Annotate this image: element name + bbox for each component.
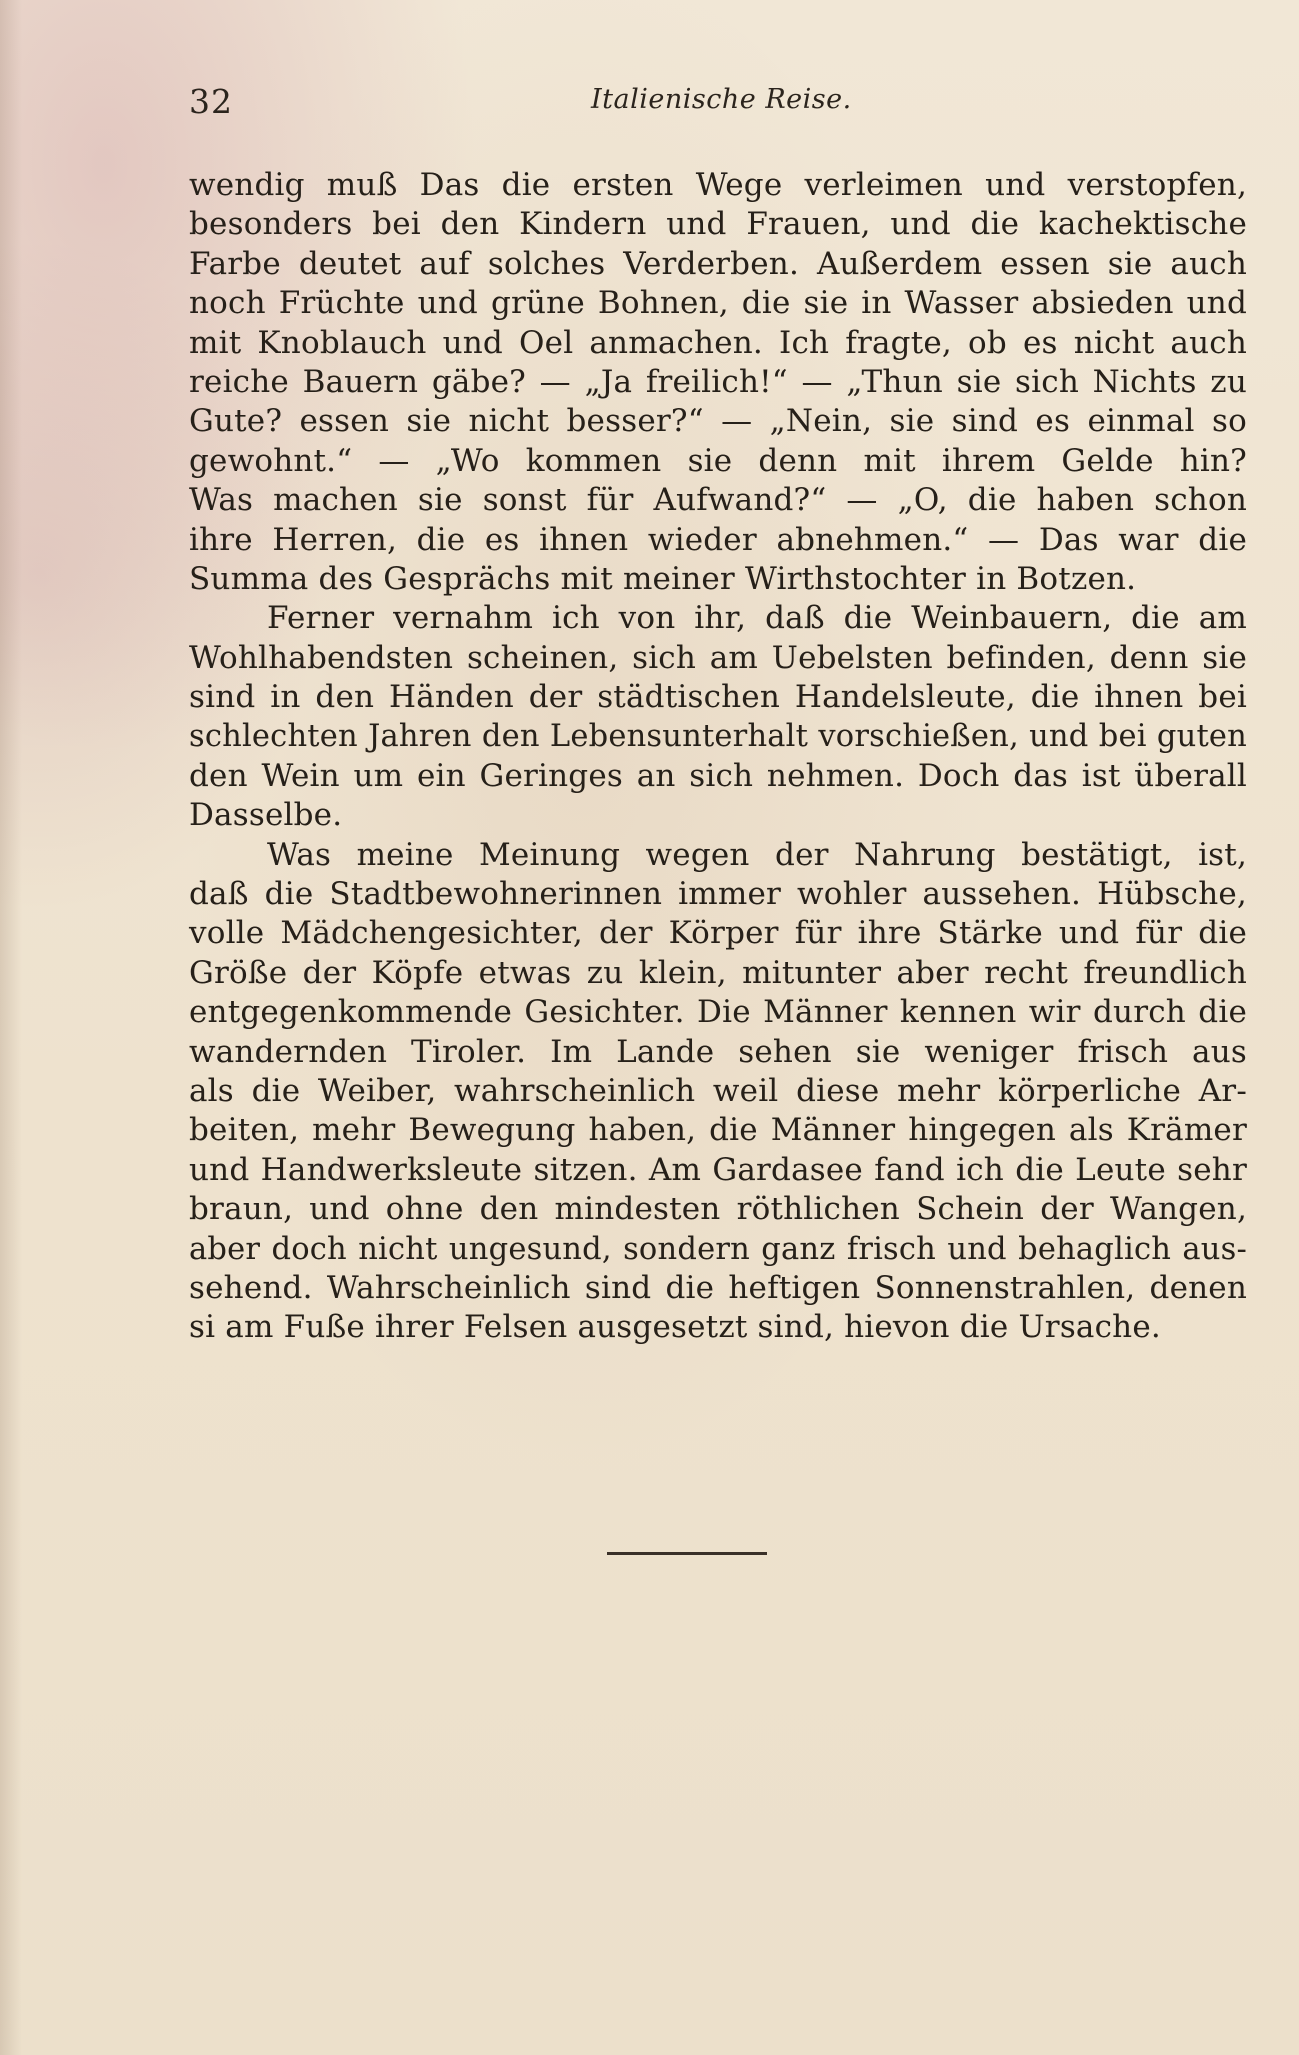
text-line: Wohlhabendsten scheinen, sich am Uebelsten befinden, denn sie	[189, 639, 1247, 676]
text-line: reiche Bauern gäbe? — „Ja freilich!“ — „Thun sie sich Nichts zu	[189, 363, 1247, 400]
page-edge-shadow	[0, 0, 22, 2055]
page-header	[189, 82, 1239, 130]
text-line: entgegenkommende Gesichter. Die Männer kennen wir durch die	[189, 994, 1247, 1031]
text-line: sind in den Händen der städtischen Handelsleute, die ihnen bei	[189, 679, 1247, 716]
text-line: besonders bei den Kindern und Frauen, und die kachektische	[189, 206, 1247, 243]
text-line: Gute? essen sie nicht besser?“ — „Nein, sie sind es einmal so	[189, 403, 1247, 440]
text-line: Summa des Gesprächs mit meiner Wirthstochter in Botzen.	[189, 560, 1137, 597]
text-line: Was meine Meinung wegen der Nahrung bestätigt, ist,	[267, 836, 1247, 873]
body-text	[189, 166, 1247, 1348]
text-line: gewohnt.“ — „Wo kommen sie denn mit ihrem Gelde hin?	[189, 442, 1247, 479]
text-line: Ferner vernahm ich von ihr, daß die Weinbauern, die am	[267, 600, 1247, 637]
text-line: den Wein um ein Geringes an sich nehmen. Doch das ist überall	[189, 757, 1247, 794]
text-line: Farbe deutet auf solches Verderben. Außerdem essen sie auch	[189, 245, 1247, 282]
text-line: aber doch nicht ungesund, sondern ganz frisch und behaglich aus-	[189, 1231, 1247, 1267]
text-line: wandernden Tiroler. Im Lande sehen sie weniger frisch aus	[189, 1033, 1247, 1070]
text-line: Größe der Köpfe etwas zu klein, mitunter aber recht freundlich	[189, 954, 1247, 991]
running-title: Italienische Reise.	[591, 84, 852, 115]
text-line: noch Früchte und grüne Bohnen, die sie in Wasser absieden und	[189, 285, 1247, 322]
text-line: sehend. Wahrscheinlich sind die heftigen Sonnenstrahlen, denen	[189, 1269, 1247, 1306]
text-line: wendig muß Das die ersten Wege verleimen und verstopfen,	[189, 167, 1247, 203]
end-rule	[607, 1552, 767, 1555]
text-line: beiten, mehr Bewegung haben, die Männer hingegen als Krämer	[189, 1112, 1247, 1149]
text-line: volle Mädchengesichter, der Körper für ihre Stärke und für die	[189, 915, 1247, 952]
text-line: als die Weiber, wahrscheinlich weil diese mehr körperliche Ar-	[189, 1072, 1247, 1109]
text-line: si am Fuße ihrer Felsen ausgesetzt sind, hievon die Ursache.	[189, 1309, 1161, 1346]
text-line: mit Knoblauch und Oel anmachen. Ich fragte, ob es nicht auch	[189, 324, 1247, 361]
text-line: braun, und ohne den mindesten röthlichen Schein der Wangen,	[189, 1191, 1247, 1228]
text-line: Dasselbe.	[189, 797, 343, 834]
page-number: 32	[189, 82, 233, 121]
text-line: Was machen sie sonst für Aufwand?“ — „O, die haben schon	[189, 482, 1247, 519]
text-line: und Handwerksleute sitzen. Am Gardasee fand ich die Leute sehr	[189, 1151, 1247, 1188]
text-line: ihre Herren, die es ihnen wieder abnehmen.“ — Das war die	[189, 521, 1247, 558]
text-line: schlechten Jahren den Lebensunterhalt vorschießen, und bei guten	[189, 719, 1247, 755]
text-line: daß die Stadtbewohnerinnen immer wohler aussehen. Hübsche,	[189, 876, 1247, 913]
